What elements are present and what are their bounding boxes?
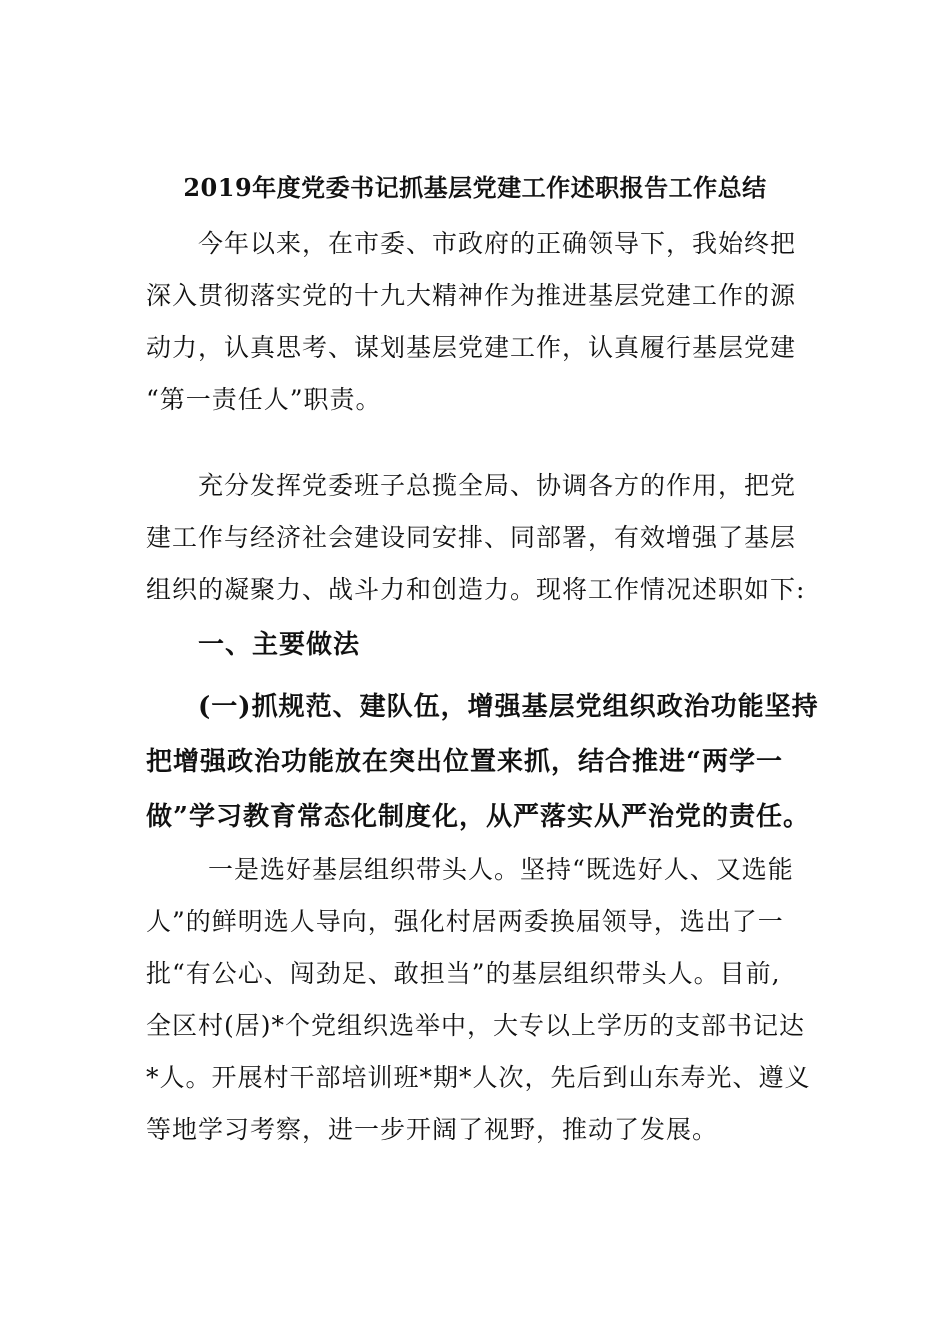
paragraph-line: 把增强政治功能放在突出位置来抓，结合推进“两学一 (146, 747, 783, 777)
section-heading (146, 618, 812, 673)
paragraph-line: 做”学习教育常态化制度化，从严落实从严治党的责任。 (146, 802, 810, 832)
paragraph-detail (146, 844, 812, 1156)
paragraph-line: 等地学习考察，进一步开阔了视野，推动了发展。 (146, 1115, 719, 1144)
section-heading-text: 一、主要做法 (198, 630, 361, 660)
paragraph-line: 人”的鲜明选人导向，强化村居两委换届领导，选出了一 (146, 907, 784, 936)
paragraph-line: 批“有公心、闯劲足、敢担当”的基层组织带头人。目前, (146, 959, 781, 988)
paragraph-line: “第一责任人”职责。 (146, 385, 382, 414)
paragraph-overview (146, 460, 812, 616)
paragraph-line: (一)抓规范、建队伍，增强基层党组织政治功能坚持 (198, 692, 819, 722)
subsection-heading (146, 680, 819, 845)
paragraph-line: 全区村(居)*个党组织选举中，大专以上学历的支部书记达 (146, 1011, 806, 1040)
paragraph-line: 动力，认真思考、谋划基层党建工作，认真履行基层党建 (146, 333, 797, 362)
paragraph-line: 组织的凝聚力、战斗力和创造力。现将工作情况述职如下: (146, 575, 806, 604)
paragraph-intro (146, 218, 812, 426)
paragraph-line: 一是选好基层组织带头人。坚持“既选好人、又选能 (208, 855, 794, 884)
paragraph-line: 深入贯彻落实党的十九大精神作为推进基层党建工作的源 (146, 281, 797, 310)
paragraph-line: 充分发挥党委班子总揽全局、协调各方的作用，把党 (198, 471, 797, 500)
paragraph-line: 今年以来，在市委、市政府的正确领导下，我始终把 (198, 229, 797, 258)
paragraph-line: *人。开展村干部培训班*期*人次，先后到山东寿光、遵义 (146, 1063, 811, 1092)
document-title: 2019年度党委书记抓基层党建工作述职报告工作总结 (183, 173, 767, 202)
paragraph-line: 建工作与经济社会建设同安排、同部署，有效增强了基层 (146, 523, 797, 552)
